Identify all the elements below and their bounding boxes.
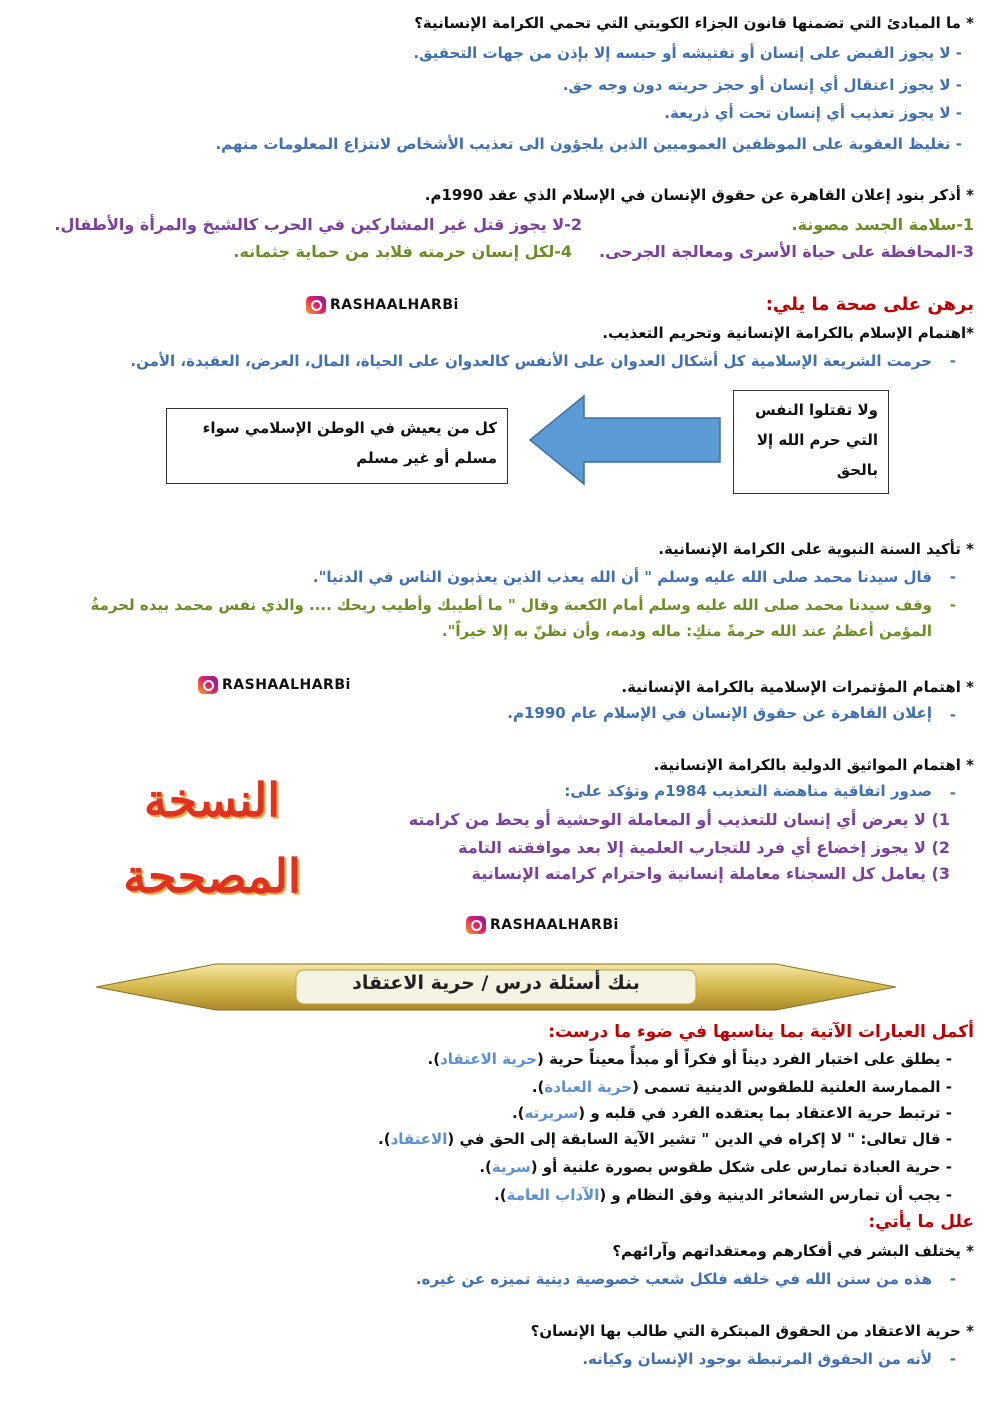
answer-line: - لا يجوز القبض على إنسان أو تفتيشه أو حبسه إلا بإذن من جهات التحقيق. — [413, 44, 962, 62]
cairo-item-4: 4-لكل إنسان حرمته فلابد من حماية جثمانه. — [233, 242, 572, 261]
bullet-dash: - — [949, 1270, 956, 1288]
cairo-item-1: 1-سلامة الجسد مصونة. — [791, 215, 974, 234]
answer-line: - لا يجوز اعتقال أي إنسان أو حجز حريته دون وجه حق. — [562, 76, 962, 94]
answer-line: - لا يجوز تعذيب أي إنسان تحت أي ذريعة. — [664, 104, 962, 122]
prove-question-1: *اهتمام الإسلام بالكرامة الإنسانية وتحريم التعذيب. — [602, 324, 974, 342]
instagram-icon — [198, 676, 218, 694]
prove-title: برهن على صحة ما يلي: — [765, 294, 974, 315]
complete-line: - قال تعالى: " لا إكراه في الدين " تشير الآية السابقة إلى الحق في (الاعتقاد). — [378, 1130, 952, 1148]
explain-answer-1: هذه من سنن الله في خلقه فلكل شعب خصوصية دينية تميزه عن غيره. — [415, 1270, 932, 1288]
complete-line: - الممارسة العلنية للطقوس الدينية تسمى (حرية العبادة). — [531, 1078, 952, 1096]
prove-question-4: * اهتمام المواثيق الدولية بالكرامة الإنسانية. — [653, 756, 974, 774]
corrected-version-stamp: النسخة المصححة — [123, 773, 301, 903]
instagram-icon — [306, 296, 326, 314]
explain-question-1: * يختلف البشر في أفكارهم ومعتقداتهم وآرائهم؟ — [612, 1242, 974, 1260]
bullet-dash: - — [949, 1350, 956, 1368]
explain-question-2: * حرية الاعتقاد من الحقوق المبتكرة التي طالب بها الإنسان؟ — [530, 1322, 974, 1340]
bullet-dash: - — [949, 352, 956, 370]
banner-title: بنك أسئلة درس / حرية الاعتقاد — [352, 972, 640, 994]
islamic-conference-answer: إعلان القاهرة عن حقوق الإنسان في الإسلام عام 1990م. — [507, 704, 932, 722]
instagram-icon — [466, 916, 486, 934]
convention-point-3: 3) يعامل كل السجناء معاملة إنسانية واحترام كرامته الإنسانية — [471, 864, 950, 883]
instagram-watermark: RASHAALHARBi — [198, 676, 351, 694]
bullet-dash: - — [949, 596, 956, 614]
complete-line: - يطلق على اختبار الفرد ديناً أو فكراً أو مبدأً معيناً حرية (حرية الاعتقاد). — [427, 1050, 952, 1068]
quran-verse-box: ولا تقتلوا النفس التي حرم الله إلا بالحق — [733, 390, 889, 494]
arrow-left-icon — [528, 392, 724, 488]
instagram-watermark: RASHAALHARBi — [466, 916, 619, 934]
bullet-dash: - — [949, 568, 956, 586]
complete-line: - ترتبط حرية الاعتقاد بما يعتقده الفرد في قلبه و (سريرته). — [511, 1104, 952, 1122]
bullet-dash: - — [949, 706, 956, 724]
complete-line: - يجب أن تمارس الشعائر الدينية وفق النظام و (الآداب العامة). — [494, 1186, 952, 1204]
explain-answer-2: لأنه من الحقوق المرتبطة بوجود الإنسان وكيانه. — [582, 1350, 932, 1368]
instagram-watermark: RASHAALHARBi — [306, 296, 459, 314]
prove-question-2: * تأكيد السنة النبوية على الكرامة الإنسانية. — [658, 540, 974, 558]
prove-answer-1: حرمت الشريعة الإسلامية كل أشكال العدوان على الأنفس كالعدوان على الحياة، المال، العرض، العقيدة، الأمن. — [130, 352, 932, 370]
cairo-item-2: 2-لا يجوز قتل غير المشاركين في الحرب كالشيخ والمرأة والأطفال. — [54, 215, 582, 234]
scope-box: كل من يعيش في الوطن الإسلامي سواء مسلم أو غير مسلم — [166, 408, 508, 484]
answer-line: - تغليظ العقوبة على الموظفين العموميين الذين يلجؤون الى تعذيب الأشخاص لانتزاع المعلومات منهم. — [215, 135, 962, 153]
complete-title: أكمل العبارات الآتية بما يناسبها في ضوء ما درست: — [548, 1022, 974, 1042]
hadith-2-line1: وقف سيدنا محمد صلى الله عليه وسلم أمام الكعبة وقال " ما أطيبك وأطيب ريحك .... والذي نفس محمد بيده لحرمةُ — [90, 596, 932, 614]
convention-point-1: 1) لا يعرض أي إنسان للتعذيب أو المعاملة الوحشية أو يحط من كرامته — [408, 810, 950, 829]
complete-line: - حرية العبادة تمارس على شكل طقوس بصورة علنية أو (سرية). — [479, 1158, 952, 1176]
bullet-dash: - — [949, 784, 956, 802]
question-cairo-declaration: * أذكر بنود إعلان القاهرة عن حقوق الإنسان في الإسلام الذي عقد 1990م. — [424, 186, 974, 204]
hadith-2-line2: المؤمن أعظمُ عند الله حرمةً منكِ: ماله ودمه، وأن نظنّ به إلا خيراً". — [441, 622, 932, 640]
prove-question-3: * اهتمام المؤتمرات الإسلامية بالكرامة الإنسانية. — [621, 678, 974, 696]
hadith-1: قال سيدنا محمد صلى الله عليه وسلم " أن الله يعذب الذين يعذبون الناس في الدنيا". — [312, 568, 932, 586]
convention-answer: صدور اتفاقية مناهضة التعذيب 1984م وتؤكد على: — [564, 782, 932, 800]
explain-title: علل ما يأتي: — [868, 1212, 974, 1232]
convention-point-2: 2) لا يجوز إخضاع أي فرد للتجارب العلمية إلا بعد موافقته التامة — [458, 838, 950, 857]
cairo-item-3: 3-المحافظة على حياة الأسرى ومعالجة الجرحى. — [599, 242, 974, 261]
question-kuwait-law: * ما المبادئ التي تضمنها قانون الجزاء الكويتي التي تحمي الكرامة الإنسانية؟ — [414, 14, 974, 32]
